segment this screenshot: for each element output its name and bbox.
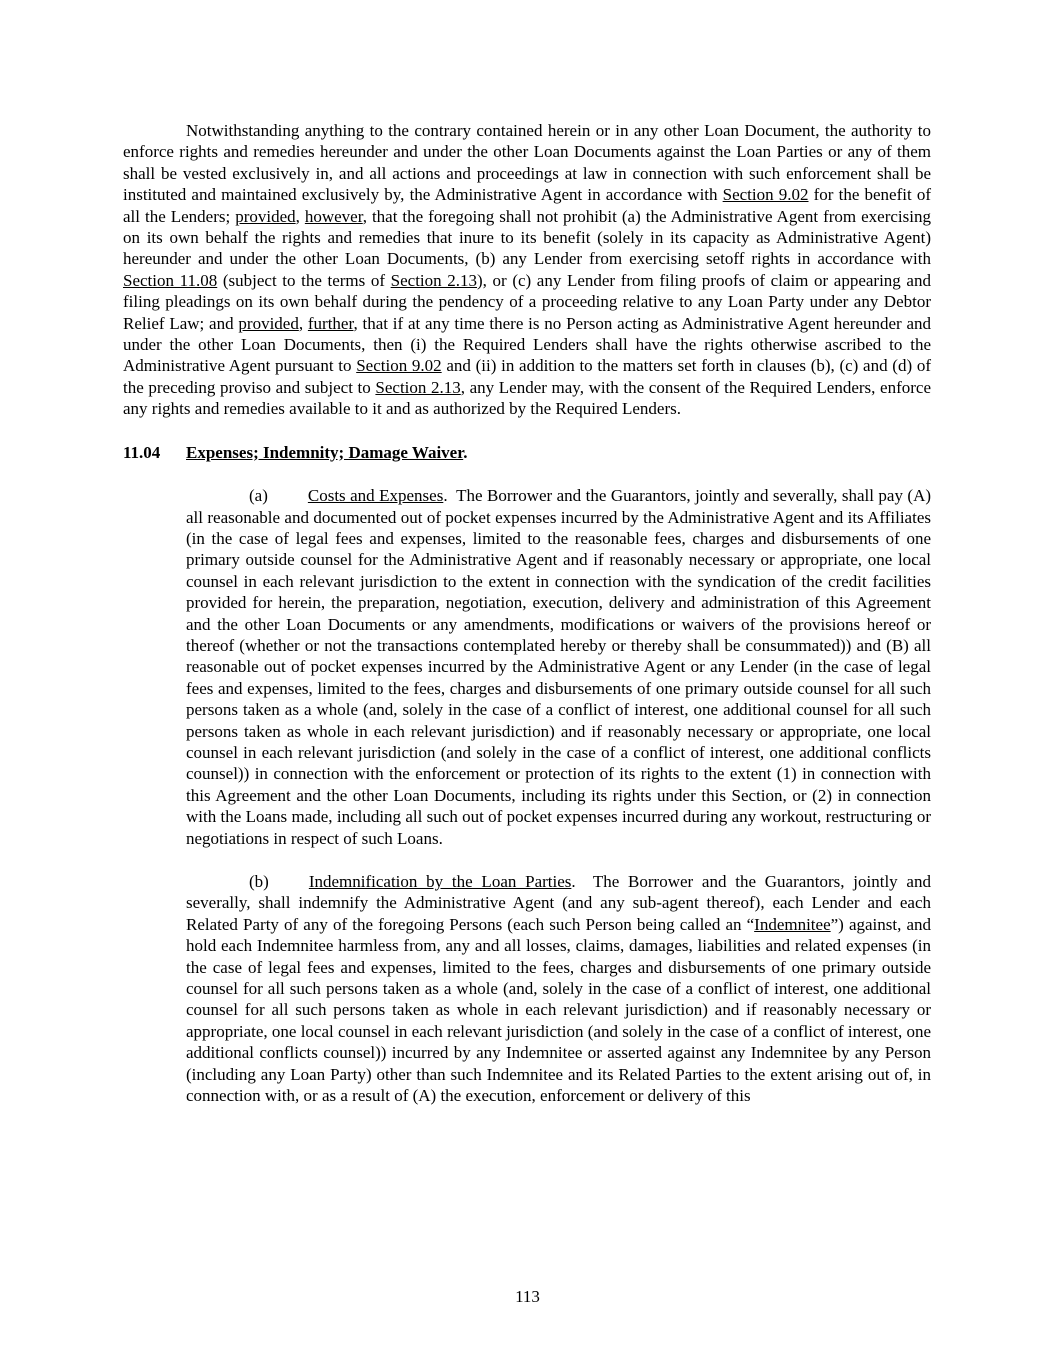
page-number: 113 xyxy=(515,1286,540,1306)
text-segment: , any Lender may, with the consent of the Required Lenders, enforce any rights and remedies available to it and as authorized by the Required Lenders. xyxy=(123,377,931,419)
text-segment: (subject to the terms of xyxy=(217,270,391,290)
text-segment: . The Borrower and the Guarantors, jointly and severally, shall pay (A) all reasonable and documented out of pocket expenses incurred by the Administrative Agent and its Affiliates (in the case of legal fees and expenses, limited to the reasonable fees, charges and disbursements of one primary outside counsel for the Administrative Agent and if reasonably necessary or appropriate, one local counsel in each relevant jurisdiction to the extent in connection with the syndication of the credit facilities provided for herein, the preparation, negotiation, execution, delivery and administration of this Agreement and the other Loan Documents or any amendments, modifications or waivers of the provisions hereof or thereof (whether or not the transactions contemplated hereby or thereby shall be consummated)) and (B) all reasonable out of pocket expenses incurred by the Administrative Agent or any Lender (in the case of legal fees and expenses, limited to the fees, charges and disbursements of one primary outside counsel for all such persons taken as a whole (and, solely in the case of a conflict of interest, one additional counsel for all such persons taken as whole in each relevant jurisdiction) and if reasonably necessary or appropriate, one local counsel in each relevant jurisdiction (and solely in the case of a conflict of interest, one additional conflicts counsel)) in connection with the enforcement or protection of its rights to the extent (1) in connection with this Agreement and the other Loan Documents, including its rights under this Section, or (2) in connection with the Loans made, including all such out of pocket expenses incurred during any workout, restructuring or negotiations in respect of such Loans. xyxy=(186,486,932,848)
text-segment: and (ii) in addition to the matters set forth in clauses (b), (c) and (d) of the preceding proviso and subject to xyxy=(123,356,931,397)
section-heading xyxy=(123,442,931,463)
underlined-text: Section 9.02 xyxy=(722,185,809,205)
text-segment: ”) against, and hold each Indemnitee harmless from, any and all losses, claims, damages, liabilities and related expenses (in the case of legal fees and expenses, limited to the fees, charges and disbursements of one primary outside counsel for all such persons taken as a whole (and, solely in the case of a conflict of interest, one additional counsel for all such persons taken as whole in each relevant jurisdiction) and if reasonably necessary or appropriate, one local counsel in each relevant jurisdiction (and solely in the case of a conflict of interest, one additional conflicts counsel)) incurred by any Indemnitee or asserted against any Indemnitee by any Person (including any Loan Party) other than such Indemnitee and its Related Parties to the extent arising out of, in connection with, or as a result of (A) the execution, enforcement or delivery of this xyxy=(186,914,932,1106)
underlined-text: Indemnification by the Loan Parties xyxy=(308,872,572,891)
underlined-text: further xyxy=(307,313,354,333)
paragraph-a-label: (a) xyxy=(249,486,268,506)
text-segment: , that the foregoing shall not prohibit (a) the Administrative Agent from exercising on its own behalf the rights and remedies that inure to its benefit (solely in its capacity as Administrative Agent) hereunder and under the other Loan Documents, (b) any Lender from exercising setoff rights in accordance with xyxy=(123,206,931,269)
text-segment: Notwithstanding anything to the contrary contained herein or in any other Loan Document, the authority to enforce rights and remedies hereunder and under the other Loan Documents against the Loan Parties or any of them shall be vested exclusively in, and all actions and proceedings at law in connection with such enforcement shall be instituted and maintained exclusively by, the Administrative Agent in accordance with xyxy=(123,121,931,205)
section-number: 11.04 xyxy=(123,442,161,462)
paragraph-b-text xyxy=(186,872,931,1105)
text-segment: , that if at any time there is no Person acting as Administrative Agent hereunder and under the other Loan Documents, then (i) the Required Lenders shall have the rights otherwise ascribed to the Administrative Agent pursuant to xyxy=(123,313,931,376)
section-title-period: . xyxy=(463,442,468,462)
paragraph-a xyxy=(186,485,931,849)
text-segment: for the benefit of all the Lenders; xyxy=(123,185,931,226)
text-segment: ), or (c) any Lender from filing proofs of claim or appearing and filing pleadings on its own behalf during the pendency of a proceeding relative to any Loan Party under any Debtor Relief Law; and xyxy=(123,270,931,333)
underlined-text: Section 11.08 xyxy=(123,270,218,290)
underlined-text: Indemnitee xyxy=(754,914,831,934)
underlined-text: Section 2.13 xyxy=(390,270,478,290)
paragraph-enforcement-authority xyxy=(123,120,931,420)
underlined-text: Section 2.13 xyxy=(375,377,461,397)
text-segment: . The Borrower and the Guarantors, jointly and severally, shall indemnify the Administrative Agent (and any sub-agent thereof), each Lender and each Related Party of any of the foregoing Persons (each such Person being called an “ xyxy=(186,872,931,934)
underlined-text: Section 9.02 xyxy=(356,356,442,376)
text-segment: , xyxy=(295,206,305,226)
underlined-text: provided xyxy=(235,206,296,226)
underlined-text: Costs and Expenses xyxy=(307,486,444,506)
underlined-text: provided xyxy=(238,313,299,333)
paragraph-b xyxy=(186,871,931,1106)
section-title: Expenses; Indemnity; Damage Waiver xyxy=(186,442,464,462)
underlined-text: however xyxy=(304,206,363,226)
paragraph-a-text xyxy=(186,486,931,848)
text-segment: , xyxy=(298,313,308,333)
paragraph-b-label: (b) xyxy=(249,872,269,891)
